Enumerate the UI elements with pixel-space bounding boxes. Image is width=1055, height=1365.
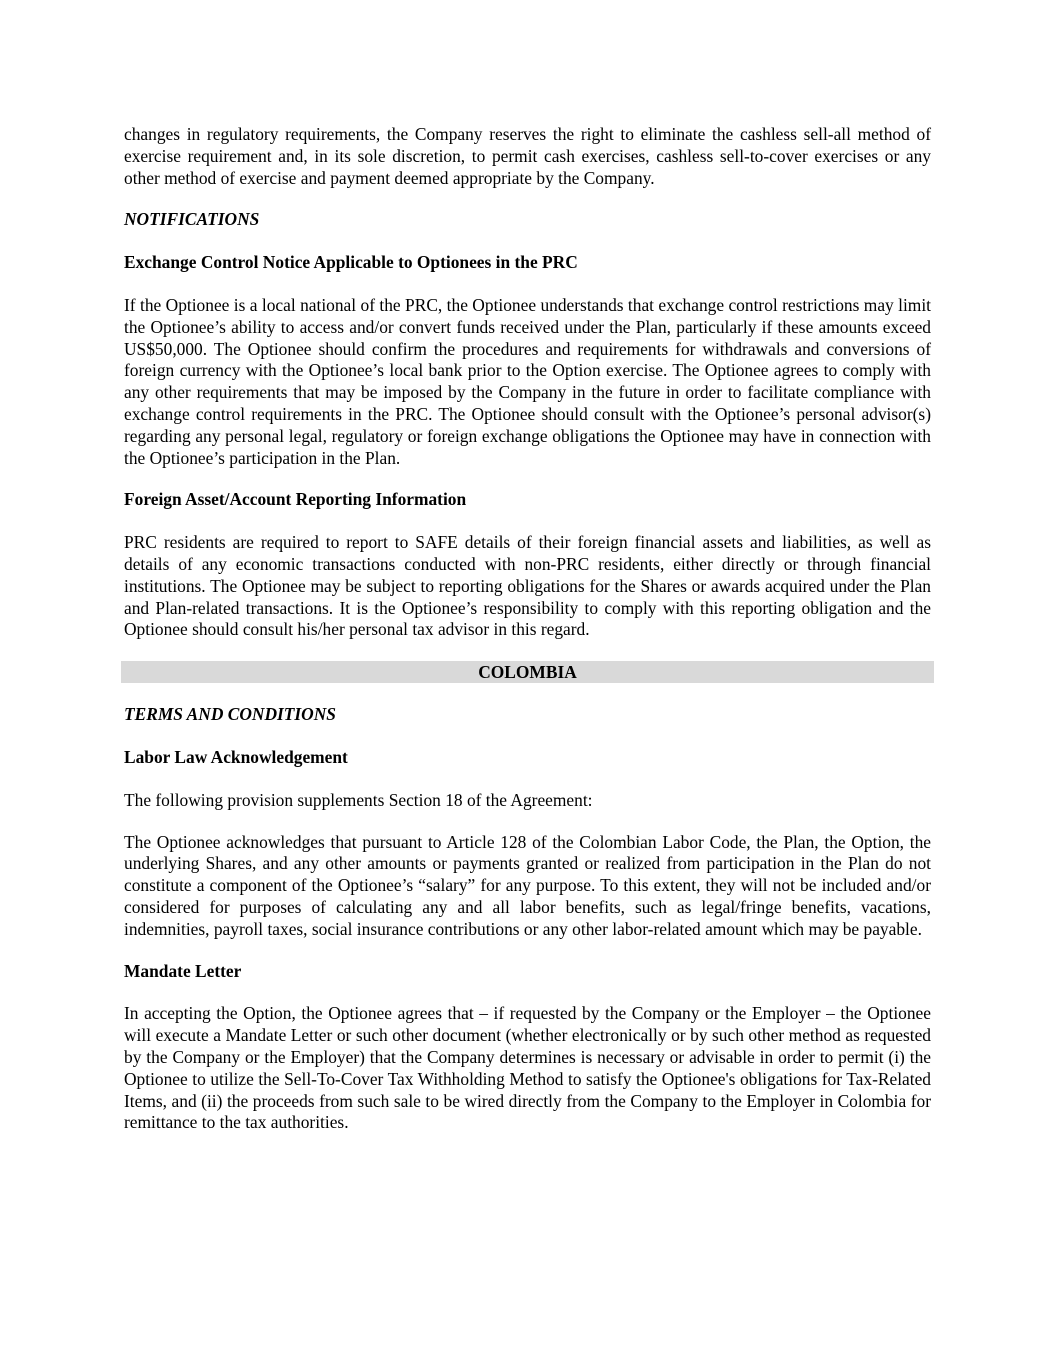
exchange-control-heading: Exchange Control Notice Applicable to Optionees in the PRC [124,252,578,273]
mandate-letter-paragraph: In accepting the Option, the Optionee agrees that – if requested by the Company or the Employer – the Optionee will execute a Mandate Letter or such other document (whether electronically or by such other method as requested by the Company or the Employer) that the Company determines is necessary or advisable in order to permit (i) the Optionee to utilize the Sell-To-Cover Tax Withholding Method to satisfy the Optionee's obligations for Tax-Related Items, and (ii) the proceeds from such sale to be wired directly from the Company to the Employer in Colombia for remittance to the tax authorities. [124,1003,931,1133]
labor-law-heading: Labor Law Acknowledgement [124,746,348,767]
exchange-control-paragraph: If the Optionee is a local national of the PRC, the Optionee understands that exchange control restrictions may limit the Optionee’s ability to access and/or convert funds received under the Plan, particularly if these amounts exceed US$50,000. The Optionee should confirm the procedures and requirements for withdrawals and conversions of foreign currency with the Optionee’s local bank prior to the Option exercise. The Optionee agrees to comply with any other requirements that may be imposed by the Company in the future in order to facilitate compliance with exchange control requirements in the PRC. The Optionee should consult with the Optionee’s personal advisor(s) regarding any personal legal, regulatory or foreign exchange obligations the Optionee may have in connection with the Optionee’s participation in the Plan. [124,294,931,468]
notifications-heading: NOTIFICATIONS [124,209,260,230]
supplements-paragraph: The following provision supplements Section 18 of the Agreement: [124,789,593,810]
document-body [124,124,931,1154]
mandate-letter-heading: Mandate Letter [124,960,242,981]
intro-paragraph: changes in regulatory requirements, the Company reserves the right to eliminate the cashless sell-all method of exercise requirement and, in its sole discretion, to permit cash exercises, cashless sell-to-cover exercises or any other method of exercise and payment deemed appropriate by the Company. [124,124,931,188]
labor-law-paragraph: The Optionee acknowledges that pursuant to Article 128 of the Colombian Labor Code, the Plan, the Option, the underlying Shares, and any other amounts or payments granted or realized from participation in the Plan do not constitute a component of the Optionee’s “salary” for any purpose. To this extent, they will not be included and/or considered for purposes of calculating any and all labor benefits, such as legal/fringe benefits, vacations, indemnities, payroll taxes, social insurance contributions or any other labor-related amount which may be payable. [124,831,931,939]
terms-and-conditions-heading: TERMS AND CONDITIONS [124,704,336,725]
foreign-asset-paragraph: PRC residents are required to report to SAFE details of their foreign financial assets and liabilities, as well as details of any economic transactions conducted with non-PRC residents, either directly or through financial institutions. The Optionee may be subject to reporting obligations for the Shares or awards acquired under the Plan and Plan-related transactions. It is the Optionee’s responsibility to comply with this reporting obligation and the Optionee should consult his/her personal tax advisor in this regard. [124,532,931,640]
country-section-banner: COLOMBIA [121,661,934,683]
foreign-asset-heading: Foreign Asset/Account Reporting Information [124,489,467,510]
